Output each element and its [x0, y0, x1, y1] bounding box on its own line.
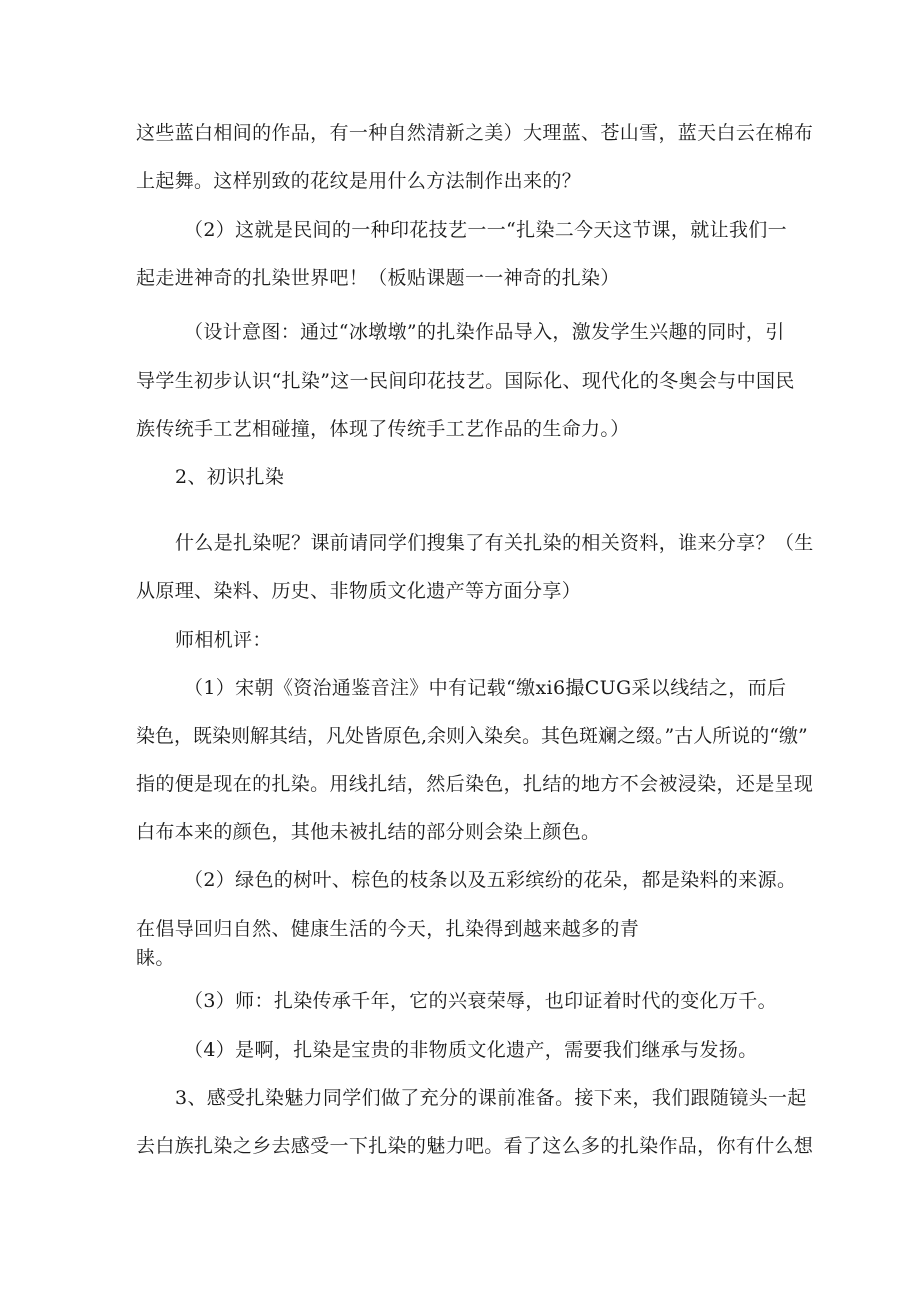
text-line-7: 族传统手工艺相碰撞，体现了传统手工艺作品的生命力。）: [136, 418, 630, 440]
text-line-9: 什么是扎染呢？课前请同学们搜集了有关扎染的相关资料，谁来分享？（生: [175, 532, 814, 554]
text-line-22: 去白族扎染之乡去感受一下扎染的魅力吧。看了这么多的扎染作品，你有什么想: [136, 1135, 814, 1157]
text-line-15: 白布本来的颜色，其他未被扎结的部分则会染上颜色。: [136, 821, 601, 843]
section-heading-2: 2、初识扎染: [175, 466, 285, 488]
text-line-17: 在倡导回归自然、健康生活的今天，扎染得到越来越多的青: [136, 918, 640, 940]
text-line-20: （4）是啊，扎染是宝贵的非物质文化遗产，需要我们继承与发扬。: [184, 1039, 758, 1061]
text-line-1: 这些蓝白相间的作品，有一种自然清新之美）大理蓝、苍山雪，蓝天白云在棉布: [136, 122, 814, 144]
text-line-4: 起走进神奇的扎染世界吧！（板贴课题一一神奇的扎染）: [136, 267, 620, 289]
text-line-18: 睐。: [136, 947, 175, 969]
text-line-13: 染色，既染则解其结，凡处皆原色,余则入染矣。其色斑斓之缀。”古人所说的“缴”: [136, 725, 808, 747]
text-line-2: 上起舞。这样别致的花纹是用什么方法制作出来的？: [136, 170, 582, 192]
text-line-14: 指的便是现在的扎染。用线扎结，然后染色，扎结的地方不会被浸染，还是呈现: [136, 773, 814, 795]
text-line-5: （设计意图：通过“冰墩墩”的扎染作品导入，激发学生兴趣的同时，引: [184, 321, 785, 343]
text-line-12: （1）宋朝《资治通鉴音注》中有记载“缴xi6撮CUG采以线结之，而后: [184, 677, 787, 699]
section-heading-3: 3、感受扎染魅力同学们做了充分的课前准备。接下来，我们跟随镜头一起: [175, 1087, 807, 1109]
text-line-3: （2）这就是民间的一种印花技艺一一“扎染二今天这节课，就让我们一: [184, 219, 788, 241]
text-line-16: （2）绿色的树叶、棕色的枝条以及五彩缤纷的花朵，都是染料的来源。: [184, 869, 797, 891]
text-line-6: 导学生初步认识“扎染”这一民间印花技艺。国际化、现代化的冬奥会与中国民: [136, 370, 795, 392]
text-line-19: （3）师：扎染传承千年，它的兴衰荣辱，也印证着时代的变化万千。: [184, 990, 777, 1012]
text-line-10: 从原理、染料、历史、非物质文化遗产等方面分享）: [136, 580, 582, 602]
text-line-11: 师相机评：: [175, 629, 272, 651]
